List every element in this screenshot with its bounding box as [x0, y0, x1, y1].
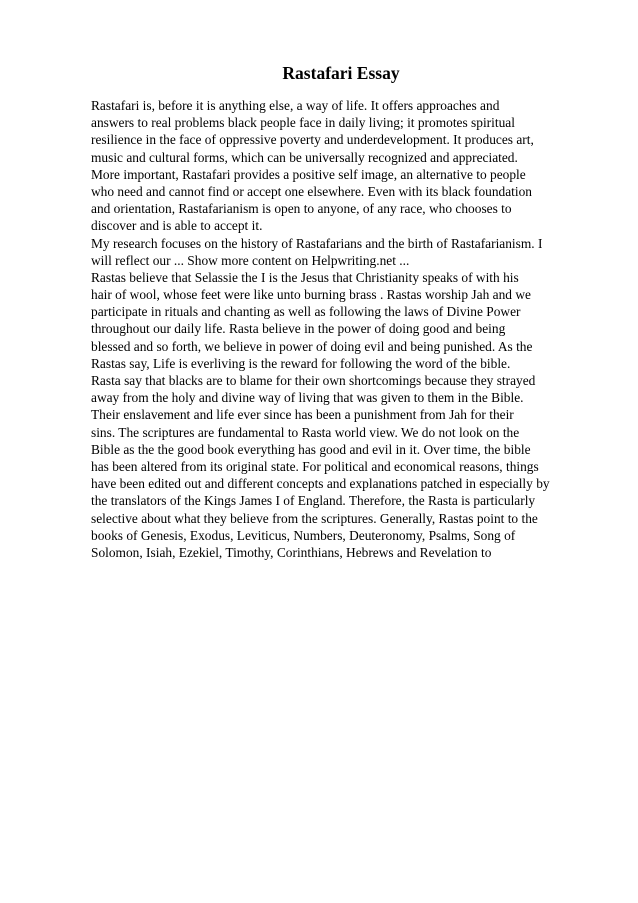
essay-line: Rastas say, Life is everliving is the reward for following the word of the bible. [91, 355, 511, 371]
essay-line: Rastas believe that Selassie the I is the Jesus that Christianity speaks of with his [91, 269, 519, 285]
essay-line: resilience in the face of oppressive poverty and underdevelopment. It produces art, [91, 132, 534, 148]
essay-line: sins. The scriptures are fundamental to Rasta world view. We do not look on the [91, 424, 520, 440]
essay-line: Rasta say that blacks are to blame for their own shortcomings because they strayed [91, 373, 536, 388]
essay-line: has been altered from its original state. For political and economical reasons, things [91, 458, 539, 474]
show-more-line: will reflect our ... Show more content on Helpwriting.net ... [91, 252, 410, 268]
essay-line: My research focuses on the history of Rastafarians and the birth of Rastafarianism. I [91, 235, 543, 251]
essay-line: away from the holy and divine way of living that was given to them in the Bible. [91, 390, 524, 406]
document-title: Rastafari Essay [282, 63, 400, 83]
essay-line: Their enslavement and life ever since has been a punishment from Jah for their [91, 407, 514, 423]
essay-line: and orientation, Rastafarianism is open to anyone, of any race, who chooses to [91, 201, 512, 217]
essay-line: who need and cannot find or accept one elsewhere. Even with its black foundation [91, 183, 532, 199]
essay-line: Solomon, Isiah, Ezekiel, Timothy, Corinthians, Hebrews and Revelation to [91, 544, 492, 560]
essay-line: selective about what they believe from the scriptures. Generally, Rastas point to the [91, 510, 538, 526]
essay-line: blessed and so forth, we believe in power of doing evil and being punished. As the [91, 338, 533, 354]
essay-line: answers to real problems black people face in daily living; it promotes spiritual [91, 115, 515, 131]
essay-line: books of Genesis, Exodus, Leviticus, Numbers, Deuteronomy, Psalms, Song of [91, 527, 516, 543]
essay-line: participate in rituals and chanting as well as following the laws of Divine Power [91, 304, 521, 320]
essay-line: hair of wool, whose feet were like unto burning brass . Rastas worship Jah and we [91, 287, 531, 303]
essay-line: Rastafari is, before it is anything else, a way of life. It offers approaches and [91, 98, 500, 113]
essay-line: More important, Rastafari provides a positive self image, an alternative to people [91, 166, 526, 182]
essay-line: the translators of the Kings James I of England. Therefore, the Rasta is particularly [91, 493, 536, 509]
essay-line: Bible as the the good book everything has good and evil in it. Over time, the bible [91, 441, 531, 457]
essay-line: throughout our daily life. Rasta believe in the power of doing good and being [91, 321, 506, 337]
essay-line: have been edited out and different concepts and explanations patched in especially by [91, 476, 550, 492]
essay-line: music and cultural forms, which can be universally recognized and appreciated. [91, 149, 518, 165]
essay-line: discover and is able to accept it. [91, 218, 263, 234]
essay-body [91, 97, 631, 561]
